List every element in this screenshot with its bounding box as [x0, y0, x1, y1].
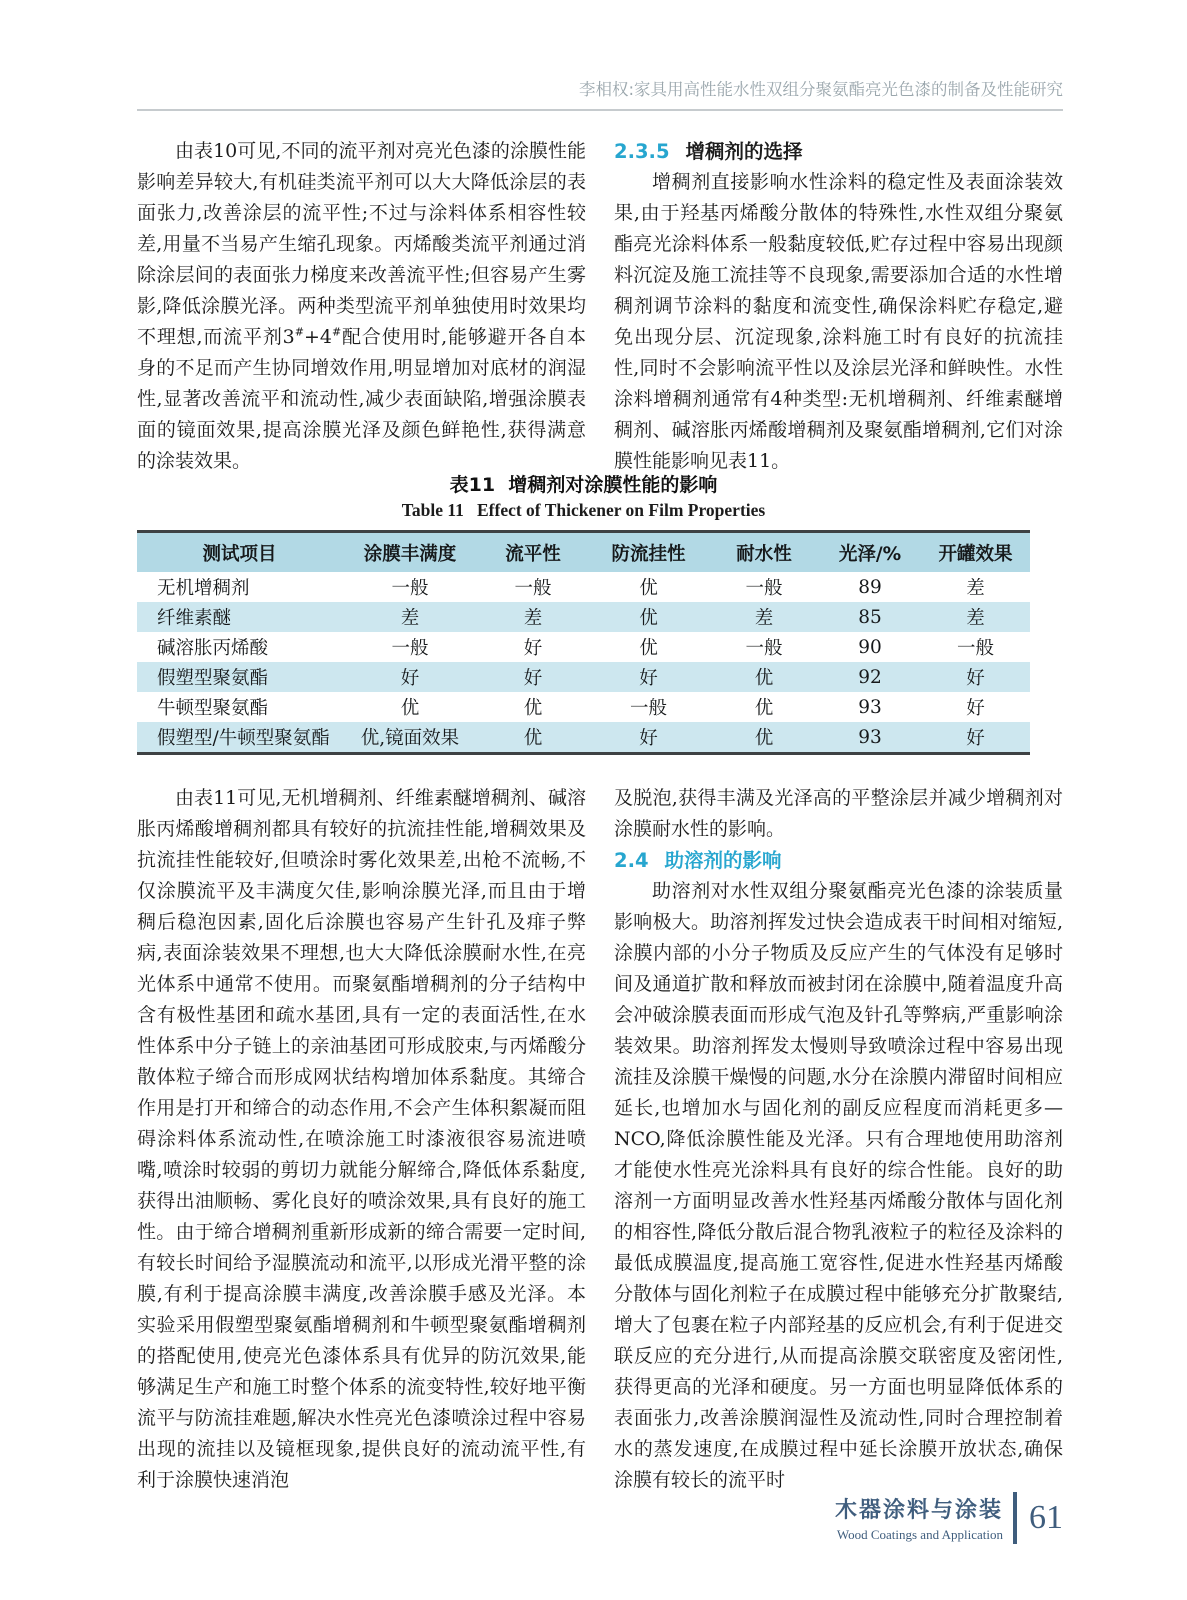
- table-cell: 好: [966, 728, 985, 749]
- results-table: [137, 530, 1030, 755]
- table-header-cell: 流平性: [478, 532, 588, 573]
- top-right-column: [614, 136, 1063, 477]
- table-cell: 优: [523, 728, 543, 749]
- paragraph-text: 由表10可见,不同的流平剂对亮光色漆的涂膜性能影响差异较大,有机硅类流平剂可以大大降低涂层的表面张力,改善涂层的流平性;不过与涂料体系相容性较差,用量不当易产生缩孔现象。丙烯酸类流平剂通过消除涂层间的表面张力梯度来改善流平性;但容易产生雾影,降低涂膜光泽。两种类型流平剂单独使用时效果均不理想,而流平剂3: [137, 140, 586, 348]
- table-header-cell: 耐水性: [709, 532, 819, 573]
- table-row: [137, 692, 1030, 722]
- table-cell: 一般: [514, 578, 552, 599]
- section-number: 2.4: [614, 849, 649, 872]
- table-row: [137, 632, 1030, 662]
- table-caption-zh: 表11 增稠剂对涂膜性能的影响: [449, 474, 718, 496]
- table-cell: 一般: [956, 638, 994, 659]
- table-cell: 89: [858, 576, 882, 598]
- table-cell: 差: [966, 608, 985, 629]
- table-cell: 好: [966, 668, 985, 689]
- bottom-left-column: [137, 783, 586, 1496]
- table-cell: 无机增稠剂: [157, 578, 250, 599]
- table-cell: 一般: [629, 698, 667, 719]
- table-header-row: [137, 532, 1030, 573]
- section-number: 2.3.5: [614, 140, 670, 163]
- table-cell: 优: [523, 698, 543, 719]
- journal-name-en: Wood Coatings and Application: [836, 1527, 1003, 1542]
- paragraph-thickener-intro: 增稠剂直接影响水性涂料的稳定性及表面涂装效果,由于羟基丙烯酸分散体的特殊性,水性双组分聚氨酯亮光涂料体系一般黏度较低,贮存过程中容易出现颜料沉淀及施工流挂等不良现象,需要添加合适的水性增稠剂调节涂料的黏度和流变性,确保涂料贮存稳定,避免出现分层、沉淀现象,涂料施工时有良好的抗流挂性,同时不会影响流平性以及涂层光泽和鲜映性。水性涂料增稠剂通常有4种类型:无机增稠剂、纤维素醚增稠剂、碱溶胀丙烯酸增稠剂及聚氨酯增稠剂,它们对涂膜性能影响见表11。: [614, 171, 1063, 472]
- table-cell: 优: [639, 638, 658, 659]
- table-cell: 93: [858, 726, 882, 748]
- bottom-text-band: [137, 783, 1063, 1496]
- paragraph-cosolvent: 助溶剂对水性双组分聚氨酯亮光色漆的涂装质量影响极大。助溶剂挥发过快会造成表干时间相对缩短,涂膜内部的小分子物质及反应产生的气体没有足够时间及通道扩散和释放而被封闭在涂膜中,随着温度升高会冲破涂膜表面而形成气泡及针孔等弊病,严重影响涂装效果。助溶剂挥发太慢则导致喷涂过程中容易出现流挂及涂膜干燥慢的问题,水分在涂膜内滞留时间相应延长,也增加水与固化剂的副反应程度而消耗更多—NCO,降低涂膜性能及光泽。只有合理地使用助溶剂才能使水性亮光涂料具有良好的综合性能。良好的助溶剂一方面明显改善水性羟基丙烯酸分散体与固化剂的相容性,降低分散后混合物乳液粒子的粒径及涂料的最低成膜温度,提高施工宽容性,促进水性羟基丙烯酸分散体与固化剂粒子在成膜过程中能够充分扩散聚结,增大了包裹在粒子内部羟基的反应机会,有利于促进交联反应的充分进行,从而提高涂膜交联密度及密闭性,获得更高的光泽和硬度。另一方面也明显降低体系的表面张力,改善涂膜润湿性及流动性,同时合理控制着水的蒸发速度,在成膜过程中延长涂膜开放状态,确保涂膜有较长的流平时: [614, 880, 1063, 1491]
- table-cell: 一般: [391, 578, 429, 599]
- table-header-cell: 涂膜丰满度: [342, 532, 478, 573]
- table-head: [137, 532, 1030, 573]
- table-cell: 90: [858, 636, 882, 658]
- table-cell: 好: [523, 668, 543, 689]
- table-header-cell: 光泽/%: [819, 532, 921, 573]
- paragraph-leveling-agents: [137, 136, 586, 477]
- superscript-hash: #: [294, 325, 304, 339]
- table-cell: 优: [639, 608, 658, 629]
- table-row: [137, 602, 1030, 632]
- table-cell: 85: [858, 606, 882, 628]
- table-cell: 一般: [391, 638, 429, 659]
- paragraph-text: +4: [303, 326, 332, 348]
- table-header-cell: 测试项目: [137, 532, 342, 573]
- journal-name-block: [835, 1493, 1003, 1543]
- table-cell: 牛顿型聚氨酯: [157, 698, 269, 719]
- table-section: [137, 470, 1030, 755]
- page-number: 61: [1029, 1499, 1063, 1536]
- table-row: [137, 722, 1030, 754]
- table-row: [137, 662, 1030, 692]
- table-cell: 好: [400, 668, 420, 689]
- table-header-cell: 开罐效果: [921, 532, 1030, 573]
- table-cell: 优: [754, 728, 774, 749]
- table-cell: 差: [523, 608, 543, 629]
- table-cell: 92: [858, 666, 882, 688]
- superscript-hash: #: [331, 325, 342, 339]
- table-cell: 纤维素醚: [157, 608, 232, 629]
- table-cell: 好: [966, 698, 985, 719]
- table-cell: 优,镜面效果: [360, 728, 460, 749]
- top-left-column: [137, 136, 586, 477]
- paragraph-text: 配合使用时,能够避开各自本身的不足而产生协同增效作用,明显增加对底材的润湿性,显著改善流平和流动性,减少表面缺陷,增强涂膜表面的镜面效果,提高涂膜光泽及颜色鲜艳性,获得满意的涂装效果。: [137, 326, 586, 472]
- table-cell: 优: [754, 698, 774, 719]
- table-cell: 一般: [745, 638, 783, 659]
- paragraph-continuation: 及脱泡,获得丰满及光泽高的平整涂层并减少增稠剂对涂膜耐水性的影响。: [614, 787, 1063, 840]
- section-title: 助溶剂的影响: [664, 849, 782, 872]
- section-title: 增稠剂的选择: [685, 140, 803, 163]
- journal-name-zh: 木器涂料与涂装: [834, 1498, 1003, 1523]
- table-caption-en: Table 11 Effect of Thickener on Film Properties: [401, 500, 766, 520]
- top-text-band: [137, 136, 1063, 477]
- page-footer: [835, 1492, 1063, 1544]
- table-cell: 假塑型聚氨酯: [157, 668, 269, 689]
- table-cell: 优: [400, 698, 420, 719]
- table-header-cell: 防流挂性: [588, 532, 709, 573]
- paragraph-table11-discussion: 由表11可见,无机增稠剂、纤维素醚增稠剂、碱溶胀丙烯酸增稠剂都具有较好的抗流挂性能,增稠效果及抗流挂性能较好,但喷涂时雾化效果差,出枪不流畅,不仅涂膜流平及丰满度欠佳,影响涂膜光泽,而且由于增稠后稳泡因素,固化后涂膜也容易产生针孔及痱子弊病,表面涂装效果不理想,也大大降低涂膜耐水性,在亮光体系中通常不使用。而聚氨酯增稠剂的分子结构中含有极性基团和疏水基团,具有一定的表面活性,在水性体系中分子链上的亲油基团可形成胶束,与丙烯酸分散体粒子缔合而形成网状结构增加体系黏度。其缔合作用是打开和缔合的动态作用,不会产生体积絮凝而阻碍涂料体系流动性,在喷涂施工时漆液很容易流进喷嘴,喷涂时较弱的剪切力就能分解缔合,降低体系黏度,获得出油顺畅、雾化良好的喷涂效果,具有良好的施工性。由于缔合增稠剂重新形成新的缔合需要一定时间,有较长时间给予湿膜流动和流平,以形成光滑平整的涂膜,有利于提高涂膜丰满度,改善涂膜手感及光泽。本实验采用假塑型聚氨酯增稠剂和牛顿型聚氨酯增稠剂的搭配使用,使亮光色漆体系具有优异的防沉效果,能够满足生产和施工时整个体系的流变特性,较好地平衡流平与防流挂难题,解决水性亮光色漆喷涂过程中容易出现的流挂以及镜框现象,提供良好的流动流平性,有利于涂膜快速消泡: [137, 787, 586, 1491]
- table-cell: 93: [858, 696, 882, 718]
- table-cell: 一般: [745, 578, 783, 599]
- table-cell: 优: [639, 578, 658, 599]
- section-heading-2-4: [614, 845, 1063, 876]
- table-cell: 差: [966, 578, 985, 599]
- bottom-right-column: [614, 783, 1063, 1496]
- table-cell: 好: [639, 668, 658, 689]
- table-cell: 碱溶胀丙烯酸: [157, 638, 269, 659]
- table-cell: 差: [754, 608, 774, 629]
- footer-divider-bar: [1013, 1492, 1017, 1544]
- table-cell: 好: [639, 728, 658, 749]
- table-row: [137, 572, 1030, 602]
- table-cell: 好: [523, 638, 543, 659]
- table-cell: 假塑型/牛顿型聚氨酯: [157, 728, 330, 749]
- table-cell: 优: [754, 668, 774, 689]
- running-title: 李相权:家具用高性能水性双组分聚氨酯亮光色漆的制备及性能研究: [137, 76, 1063, 111]
- table-cell: 差: [400, 608, 420, 629]
- section-heading-2-3-5: [614, 136, 1063, 167]
- table-body: [137, 572, 1030, 754]
